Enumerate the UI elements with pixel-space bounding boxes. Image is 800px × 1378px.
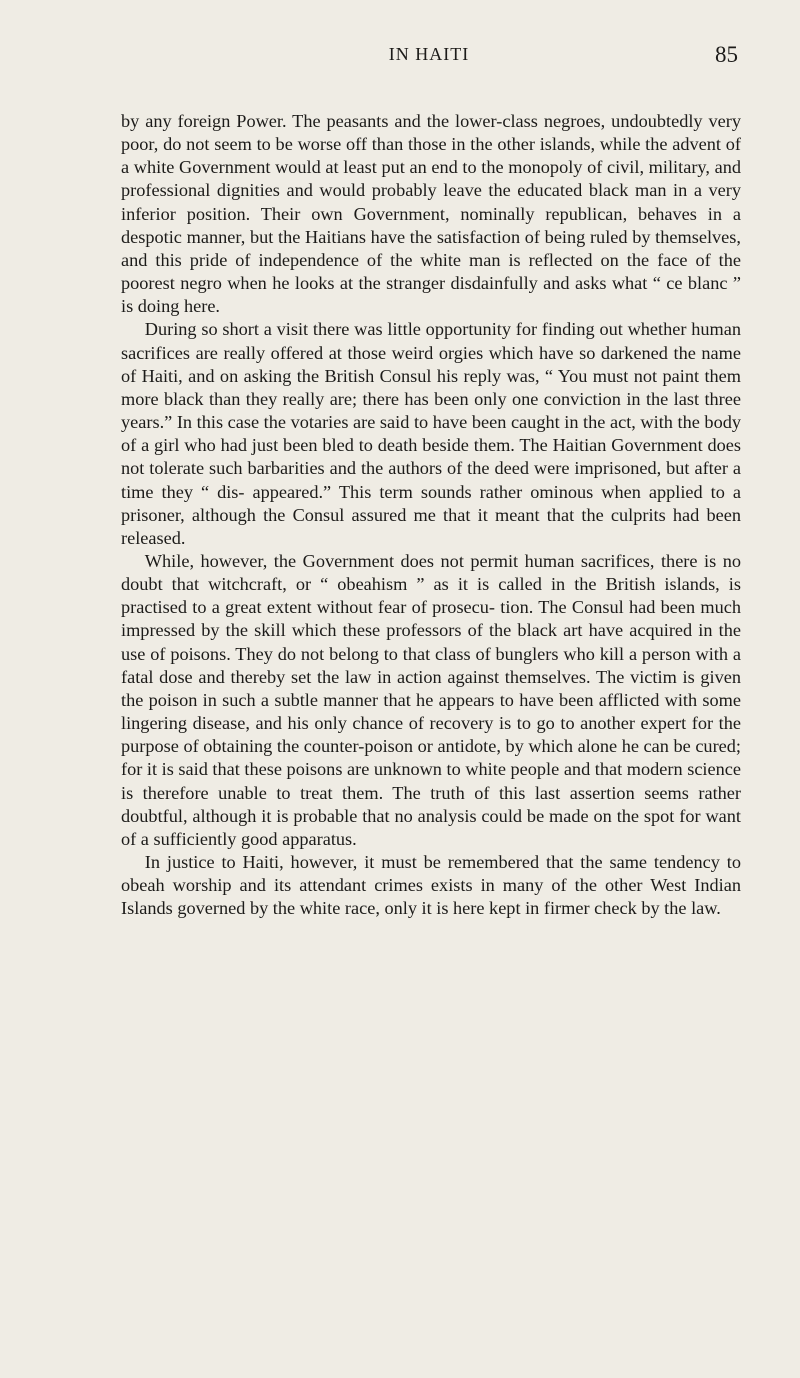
page-number: 85 — [715, 42, 738, 67]
running-title: IN HAITI — [388, 44, 470, 64]
paragraph-3: While, however, the Government does not permit human sacrifices, there is no doubt that witchcraft, or “ obeahism ” as it is called in the British islands, is practised to a great extent without fear of prosecu- tion. The Consul had been much impressed by the skill which these professors of the black art have acquired in the use of poisons. They do not belong to that class of bunglers who kill a person with a fatal dose and thereby set the law in action against themselves. The victim is given the poison in such a subtle manner that he appears to have been afflicted with some lingering disease, and his only chance of recovery is to go to another expert for the purpose of obtaining the counter-poison or antidote, by which alone he can be cured; for it is said that these poisons are unknown to white people and that modern science is therefore unable to treat them. The truth of this last assertion seems rather doubtful, although it is probable that no analysis could be made on the spot for want of a sufficiently good apparatus. — [121, 550, 741, 849]
body-text — [121, 110, 741, 920]
paragraph-1: by any foreign Power. The peasants and the lower-class negroes, undoubtedly very poor, do not seem to be worse off than those in the other islands, while the advent of a white Government would at least put an end to the monopoly of civil, military, and professional dignities and would probably leave the educated black man in a very inferior position. Their own Government, nominally republican, behaves in a despotic manner, but the Haitians have the satisfaction of being ruled by themselves, and this pride of independence of the white man is reflected on the face of the poorest negro when he looks at the stranger disdainfully and asks what “ ce blanc ” is doing here. — [121, 111, 741, 317]
paragraph-4: In justice to Haiti, however, it must be remembered that the same tendency to obeah worship and its attendant crimes exists in many of the other West Indian Islands governed by the white race, only it is here kept in firmer check by the law. — [121, 852, 741, 919]
paragraph-2: During so short a visit there was little opportunity for finding out whether human sacrifices are really offered at those weird orgies which have so darkened the name of Haiti, and on asking the British Consul his reply was, “ You must not paint them more black than they really are; there has been only one conviction in the last three years.” In this case the votaries are said to have been caught in the act, with the body of a girl who had just been bled to death beside them. The Haitian Government does not tolerate such barbarities and the authors of the deed were imprisoned, but after a time they “ dis- appeared.” This term sounds rather ominous when applied to a prisoner, although the Consul assured me that it meant that the culprits had been released. — [121, 319, 741, 548]
running-head — [120, 42, 738, 72]
